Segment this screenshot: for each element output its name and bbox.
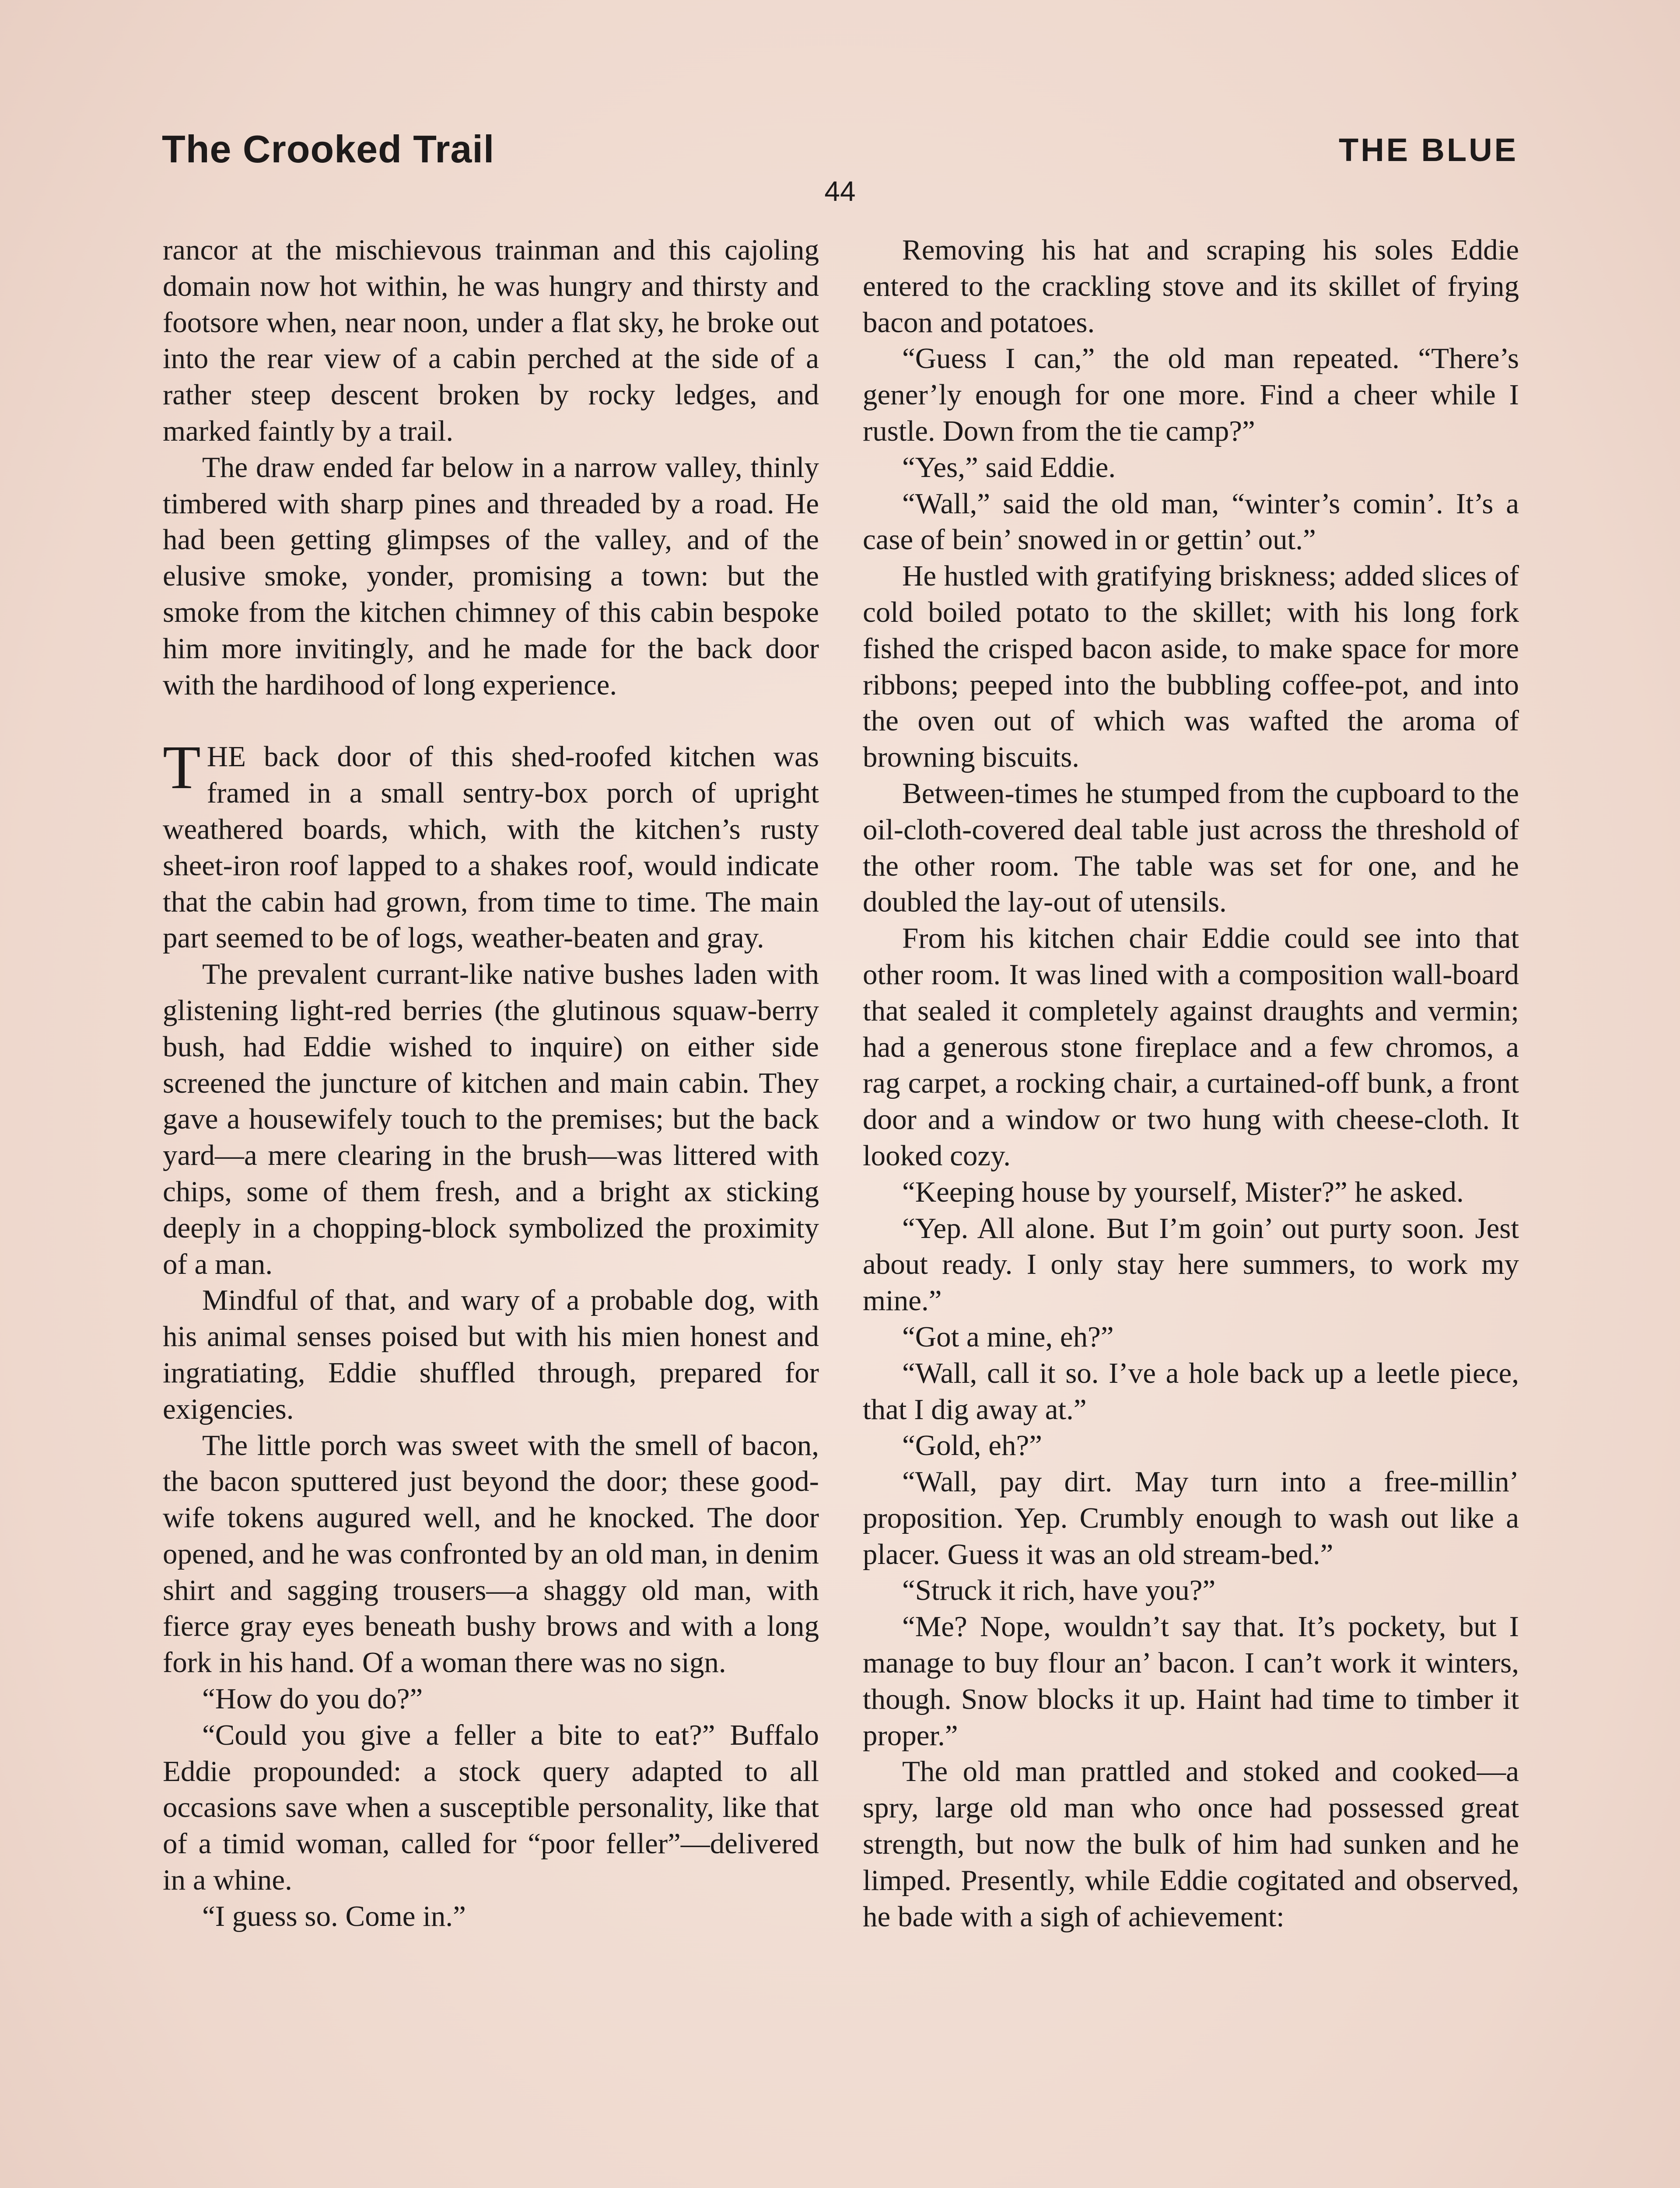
paragraph: “Gold, eh?”: [902, 1429, 1042, 1462]
left-column: [163, 232, 819, 1935]
paragraph: “Struck it rich, have you?”: [902, 1574, 1216, 1607]
paragraph: “Got a mine, eh?”: [902, 1320, 1114, 1353]
paragraph: “Wall,” said the old man, “winter’s comin’. It’s a case of bein’ snowed in or gettin’ out.”: [863, 487, 1519, 556]
paragraph: “Yep. All alone. But I’m goin’ out purty soon. Jest about ready. I only stay here summers, to work my mine.”: [863, 1212, 1519, 1317]
paragraph: rancor at the mischievous trainman and this cajoling domain now hot within, he was hungry and thirsty and footsore when, near noon, under a flat sky, he broke out into the rear view of a cabin perched at the side of a rather steep descent broken by rocky ledges, and marked faintly by a trail.: [163, 234, 819, 447]
page-number: 44: [824, 175, 856, 207]
paragraph: “How do you do?”: [202, 1683, 423, 1715]
paragraph: “Me? Nope, wouldn’t say that. It’s pockety, but I manage to buy flour an’ bacon. I can’t work it winters, though. Snow blocks it up. Haint had time to timber it proper.”: [863, 1610, 1519, 1752]
paragraph: “Wall, call it so. I’ve a hole back up a leetle piece, that I dig away at.”: [863, 1357, 1519, 1426]
paragraph: Removing his hat and scraping his soles Eddie entered to the crackling stove and its skillet of frying bacon and potatoes.: [863, 234, 1519, 339]
paragraph: “I guess so. Come in.”: [202, 1900, 466, 1932]
paragraph: He hustled with gratifying briskness; added slices of cold boiled potato to the skillet; with his long fork fished the crisped bacon aside, to make space for more ribbons; peeped into the bubbling coffee-pot, and into the oven out of which was wafted the aroma of browning biscuits.: [863, 560, 1519, 774]
paragraph: “Could you give a feller a bite to eat?” Buffalo Eddie propounded: a stock query adapted to all occasions save when a susceptible personality, like that of a timid woman, called for “poor feller”—delivered in a whine.: [163, 1718, 819, 1897]
paragraph: “Guess I can,” the old man repeated. “There’s gener’ly enough for one more. Find a cheer while I rustle. Down from the tie camp?”: [863, 342, 1519, 447]
paragraph: The prevalent currant-like native bushes laden with glistening light-red berries (the glutinous squaw-berry bush, had Eddie wished to inquire) on either side screened the juncture of kitchen and main cabin. They gave a housewifely touch to the premises; but the back yard—a mere clearing in the brush—was littered with chips, some of them fresh, and a bright ax sticking deeply in a chopping-block symbolized the proximity of a man.: [163, 958, 819, 1280]
paragraph: The little porch was sweet with the smell of bacon, the bacon sputtered just beyond the door; these good-wife tokens augured well, and he knocked. The door opened, and he was confronted by an old man, in denim shirt and sagging trousers—a shaggy old man, with fierce gray eyes beneath bushy brows and with a long fork in his hand. Of a woman there was no sign.: [163, 1429, 819, 1679]
paragraph: “Keeping house by yourself, Mister?” he asked.: [902, 1175, 1464, 1208]
drop-cap: T: [163, 733, 201, 802]
paragraph: Between-times he stumped from the cupboard to the oil-cloth-covered deal table just across the threshold of the other room. The table was set for one, and he doubled the lay-out of utensils.: [863, 777, 1519, 919]
paragraph: From his kitchen chair Eddie could see into that other room. It was lined with a composition wall-board that sealed it completely against draughts and vermin; had a generous stone fireplace and a few chromos, a rag carpet, a rocking chair, a curtained-off bunk, a front door and a window or two hung with cheese-cloth. It looked cozy.: [863, 922, 1519, 1172]
paragraph-dropcap: [163, 733, 819, 956]
paragraph: “Wall, pay dirt. May turn into a free-millin’ proposition. Yep. Crumbly enough to wash out like a placer. Guess it was an old stream-bed.”: [863, 1466, 1519, 1571]
paragraph-text: HE back door of this shed-roofed kitchen was framed in a small sentry-box porch of upright weathered boards, which, with the kitchen’s rusty sheet-iron roof lapped to a shakes roof, would indicate that the cabin had grown, from time to time. The main part seemed to be of logs, weather-beaten and gray.: [163, 740, 819, 954]
paragraph: Mindful of that, and wary of a probable dog, with his animal senses poised but with his mien honest and ingratiating, Eddie shuffled through, prepared for exigencies.: [163, 1284, 819, 1425]
paragraph: “Yes,” said Eddie.: [902, 451, 1116, 484]
story-title: The Crooked Trail: [162, 127, 495, 171]
paragraph: The old man prattled and stoked and cooked—a spry, large old man who once had possessed great strength, but now the bulk of him had sunken and he limped. Presently, while Eddie cogitated and observed, he bade with a sigh of achievement:: [863, 1755, 1519, 1933]
section-title: THE BLUE: [1339, 132, 1518, 168]
right-column: [863, 232, 1519, 1935]
paragraph: The draw ended far below in a narrow valley, thinly timbered with sharp pines and threaded by a road. He had been getting glimpses of the valley, and of the elusive smoke, yonder, promising a town: but the smoke from the kitchen chimney of this cabin bespoke him more invitingly, and he made for the back door with the hardihood of long experience.: [163, 451, 819, 701]
